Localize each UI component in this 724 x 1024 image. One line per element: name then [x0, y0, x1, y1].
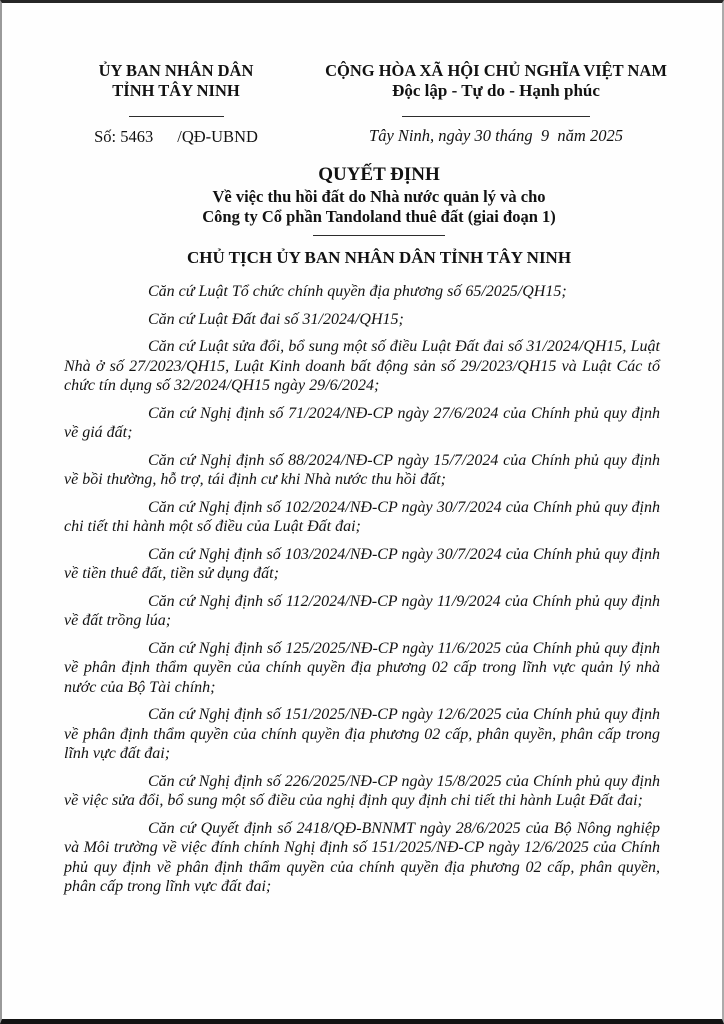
issuing-agency-block — [36, 61, 316, 147]
legal-basis-paragraph: Căn cứ Nghị định số 103/2024/NĐ-CP ngày 30/7/2024 của Chính phủ quy định về tiền thuê đất, tiền sử dụng đất; — [64, 545, 660, 582]
legal-basis-paragraph: Căn cứ Nghị định số 226/2025/NĐ-CP ngày 15/8/2025 của Chính phủ quy định về việc sửa đổi, bổ sung một số điều của nghị định quy định chi tiết thi hành Luật Đất đai; — [64, 772, 660, 809]
document-number — [36, 127, 316, 147]
document-header — [2, 61, 722, 147]
agency-name-line2: TỈNH TÂY NINH — [112, 81, 240, 100]
legal-basis-paragraph: Căn cứ Nghị định số 102/2024/NĐ-CP ngày 30/7/2024 của Chính phủ quy định chi tiết thi hành một số điều của Luật Đất đai; — [64, 498, 660, 535]
decision-subject-line2: Công ty Cổ phần Tandoland thuê đất (giai đoạn 1) — [202, 207, 556, 226]
national-title: CỘNG HÒA XÃ HỘI CHỦ NGHĨA VIỆT NAM — [325, 61, 667, 80]
document-number-symbol: /QĐ-UBND — [177, 127, 258, 146]
legal-basis-paragraph: Căn cứ Quyết định số 2418/QĐ-BNNMT ngày 28/6/2025 của Bộ Nông nghiệp và Môi trường về việc đính chính Nghị định số 151/2025/NĐ-CP ngày 12/6/2025 của Chính phủ quy định về phân định thẩm quyền của chính quyền địa phương 02 cấp, phân quyền, phân cấp trong lĩnh vực đất đai; — [64, 819, 660, 895]
title-block — [2, 163, 722, 268]
title-divider-rule — [313, 235, 445, 236]
national-header-block — [316, 61, 676, 147]
legal-basis-paragraph: Căn cứ Luật Đất đai số 31/2024/QH15; — [148, 310, 404, 328]
national-motto: Độc lập - Tự do - Hạnh phúc — [392, 81, 600, 100]
decision-title: QUYẾT ĐỊNH — [318, 164, 440, 185]
agency-divider-rule — [129, 116, 224, 117]
legal-basis-paragraph: Căn cứ Nghị định số 151/2025/NĐ-CP ngày 12/6/2025 của Chính phủ quy định về phân định thẩm quyền của chính quyền địa phương 02 cấp, phân quyền, phân cấp trong lĩnh vực đất đai; — [64, 706, 660, 762]
legal-basis-paragraph: Căn cứ Nghị định số 88/2024/NĐ-CP ngày 15/7/2024 của Chính phủ quy định về bồi thường, hỗ trợ, tái định cư khi Nhà nước thu hồi đất; — [64, 451, 660, 488]
legal-basis-paragraph: Căn cứ Nghị định số 125/2025/NĐ-CP ngày 11/6/2025 của Chính phủ quy định về phân định thẩm quyền của chính quyền địa phương 02 cấp trong lĩnh vực quản lý nhà nước của Bộ Tài chính; — [64, 639, 660, 696]
legal-basis-paragraph: Căn cứ Luật Tổ chức chính quyền địa phương số 65/2025/QH15; — [148, 283, 567, 300]
legal-basis-paragraph: Căn cứ Luật sửa đổi, bổ sung một số điều Luật Đất đai số 31/2024/QH15, Luật Nhà ở số 27/2023/QH15, Luật Kinh doanh bất động sản số 29/2023/QH15 và Luật Các tổ chức tín dụng số 32/2024/QH15 ngày 29/6/2024; — [64, 338, 660, 394]
issuer-heading: CHỦ TỊCH ỦY BAN NHÂN DÂN TỈNH TÂY NINH — [186, 248, 572, 267]
decision-subject-line1: Về việc thu hồi đất do Nhà nước quản lý và cho — [212, 187, 546, 206]
motto-divider-rule — [402, 116, 590, 117]
place-date-line: Tây Ninh, ngày 30 tháng 9 năm 2025 — [369, 126, 623, 145]
document-number-value: Số: 5463 — [94, 127, 154, 146]
legal-basis-section — [64, 282, 660, 897]
legal-basis-paragraph: Căn cứ Nghị định số 71/2024/NĐ-CP ngày 27/6/2024 của Chính phủ quy định về giá đất; — [64, 404, 660, 441]
agency-name-line1: ỦY BAN NHÂN DÂN — [98, 61, 254, 80]
legal-basis-paragraph: Căn cứ Nghị định số 112/2024/NĐ-CP ngày 11/9/2024 của Chính phủ quy định về đất trồng lúa; — [64, 592, 660, 629]
